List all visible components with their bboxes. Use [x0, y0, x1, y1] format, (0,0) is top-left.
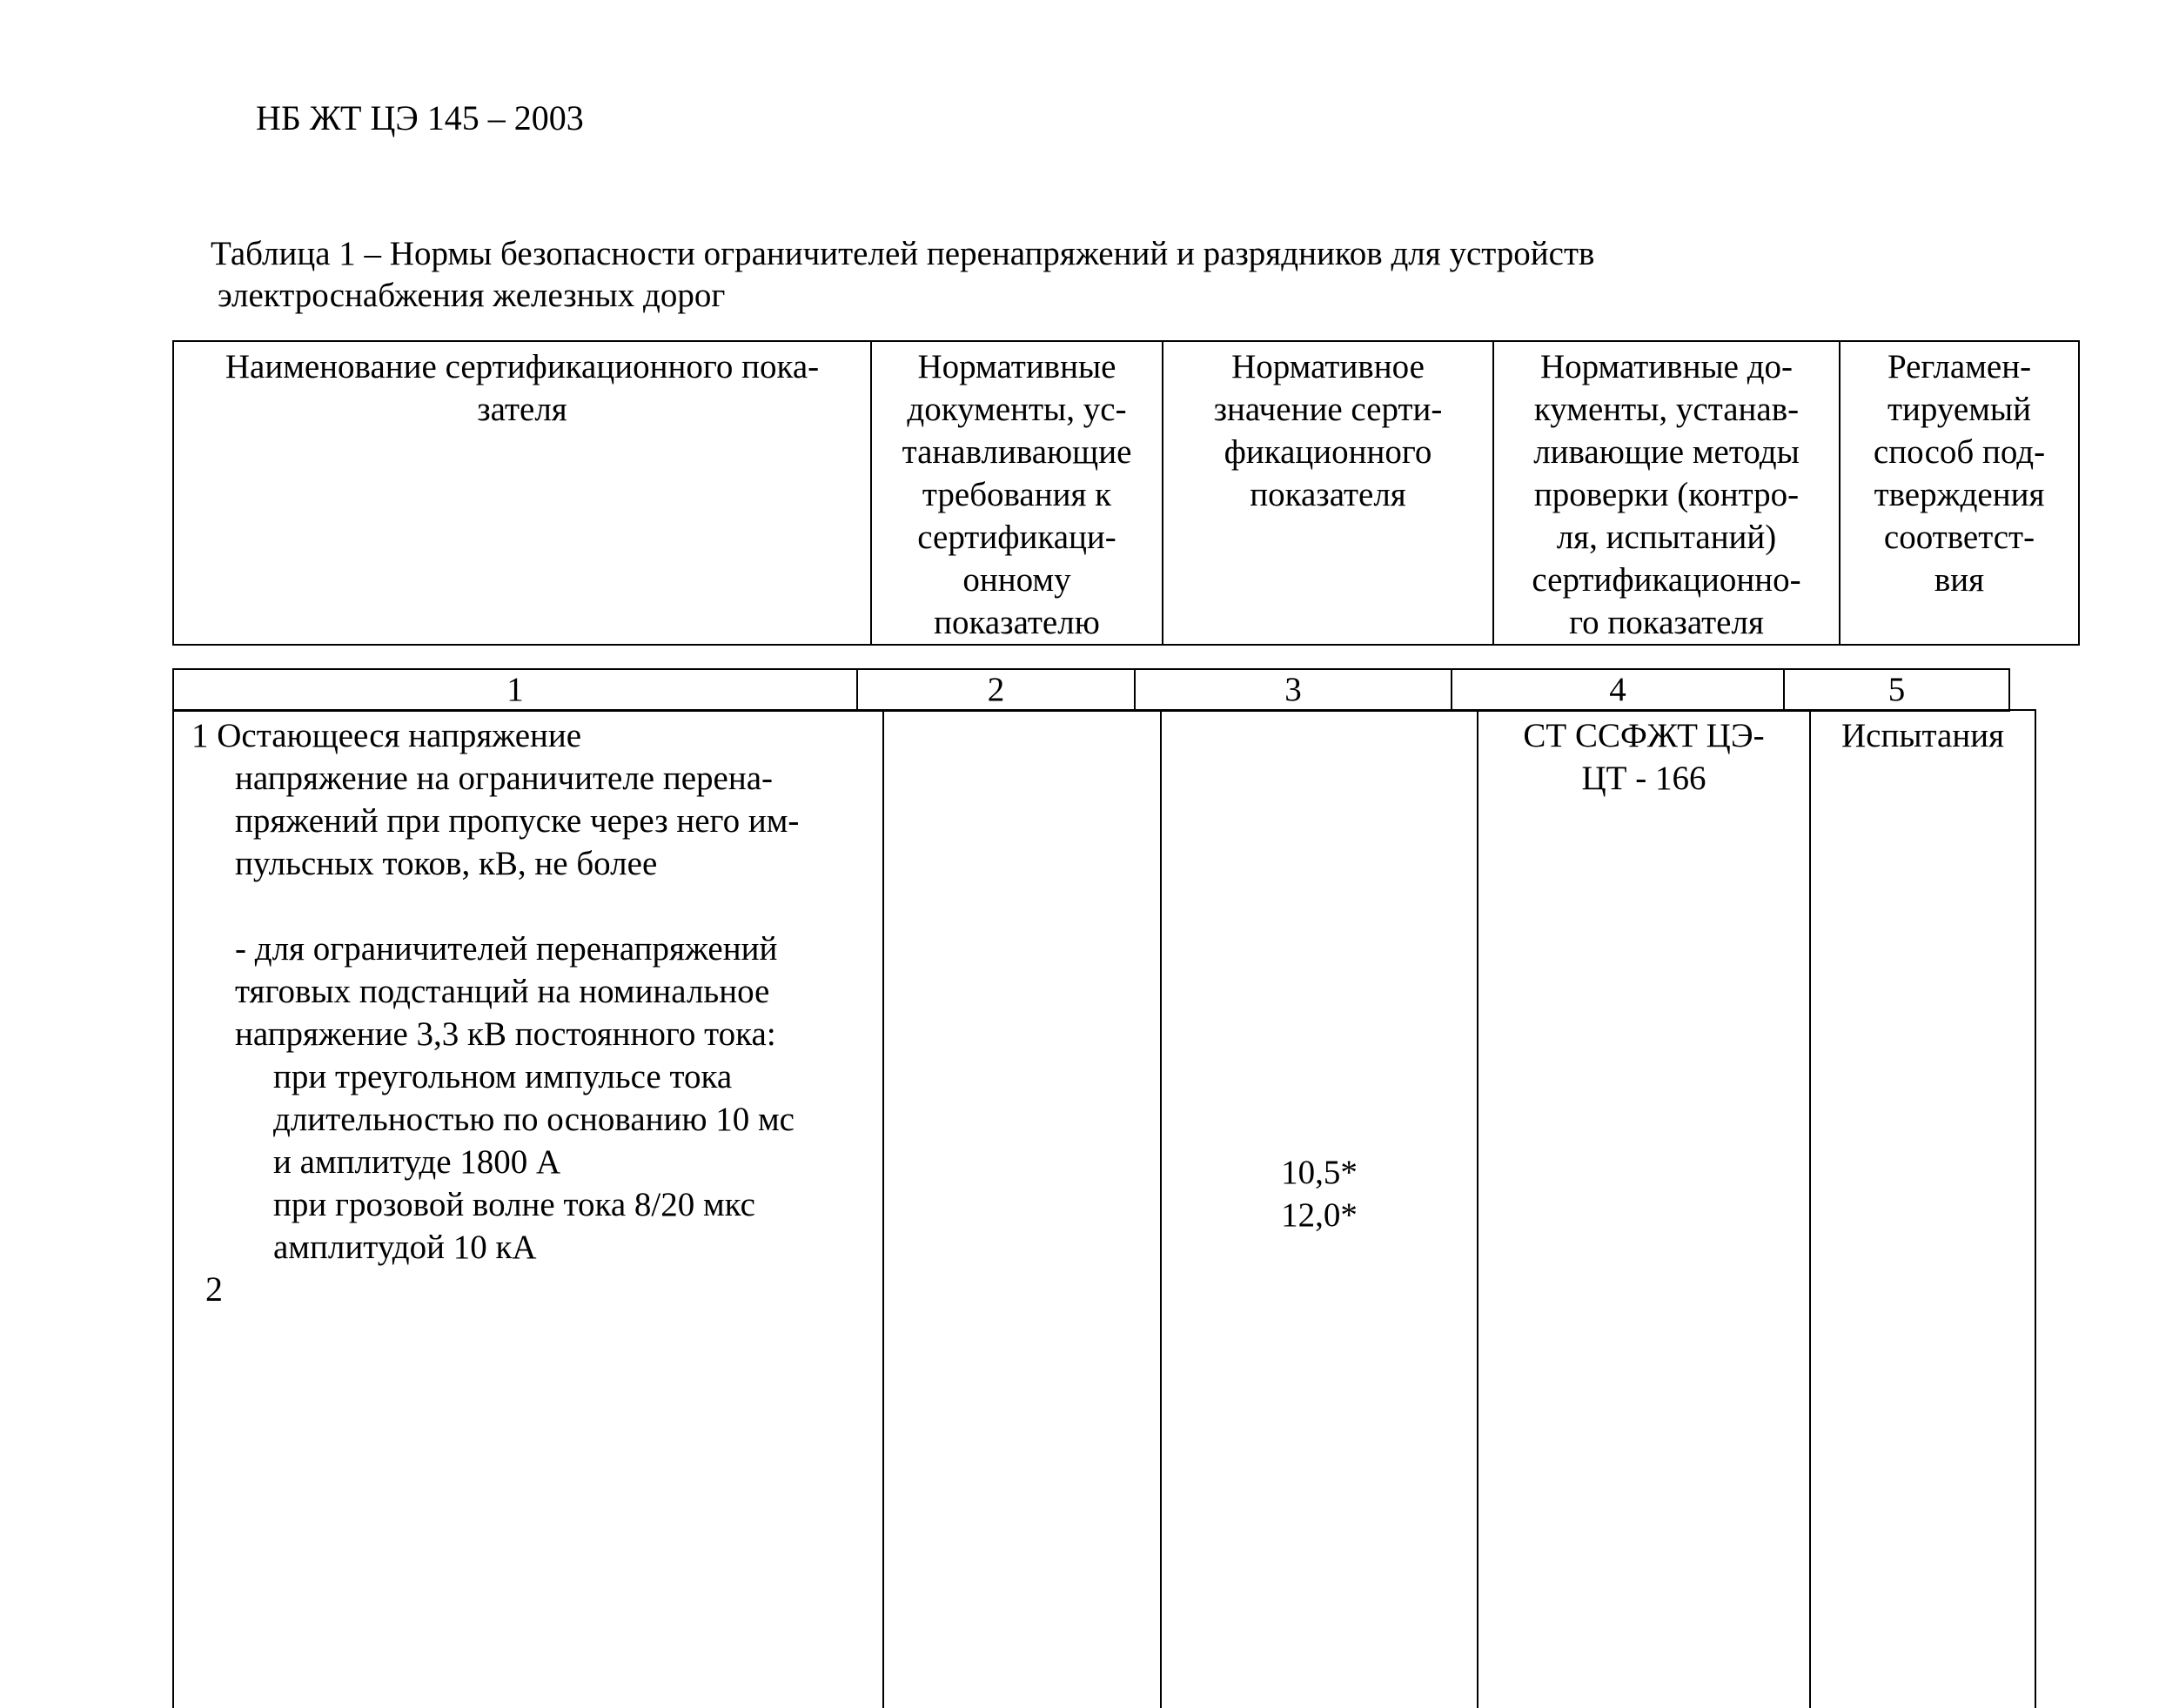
column-number-row: [173, 669, 2009, 711]
row-description-line: пряжений при пропуске через него им-: [235, 802, 800, 840]
row-method-cell: [1810, 710, 2035, 1708]
value-2: 12,0*: [1281, 1196, 1358, 1234]
table-caption: [211, 233, 1777, 317]
test-doc-line: СТ ССФЖТ ЦЭ-: [1523, 717, 1765, 754]
header-row: [173, 341, 2079, 645]
header-line: значение серти-: [1213, 391, 1443, 428]
header-line: Нормативное: [1231, 348, 1425, 385]
column-number: 2: [857, 669, 1135, 711]
header-line: Регламен-: [1887, 348, 2032, 385]
column-number: 1: [173, 669, 857, 711]
row-description-cell: [173, 710, 883, 1708]
method-text: Испытания: [1841, 717, 2005, 754]
header-line: фикационного: [1224, 433, 1432, 471]
header-line: тверждения: [1874, 476, 2045, 513]
header-cell-req-docs: [871, 341, 1163, 645]
header-line: способ под-: [1873, 433, 2046, 471]
header-line: Нормативные до-: [1539, 348, 1794, 385]
table-row: [173, 710, 2035, 1708]
sub-item-line: напряжение 3,3 кВ постоянного тока:: [235, 1015, 776, 1053]
header-cell-value: [1163, 341, 1493, 645]
header-line: Нормативные: [917, 348, 1116, 385]
header-line: требования к: [922, 476, 1112, 513]
header-line: танавливающие: [902, 433, 1132, 471]
spacer: [191, 885, 874, 928]
header-cell-method: [1840, 341, 2079, 645]
header-cell-name: [173, 341, 871, 645]
header-line: Наименование сертификационного пока-: [225, 348, 820, 385]
header-line: показателю: [934, 604, 1100, 641]
sub-item-line: тяговых подстанций на номинальное: [235, 973, 770, 1010]
document-code: НБ ЖТ ЦЭ 145 – 2003: [256, 98, 584, 137]
row-value-cell: [1161, 710, 1478, 1708]
condition-line: при треугольном импульсе тока: [273, 1058, 733, 1095]
sub-item-line: - для ограничителей перенапряжений: [235, 930, 778, 968]
column-number-table: [172, 668, 2010, 712]
row-req-docs-cell: [883, 710, 1161, 1708]
row-description-line: напряжение на ограничителе перена-: [235, 760, 774, 797]
body-table: [172, 709, 2036, 1708]
header-line: проверки (контро-: [1533, 476, 1800, 513]
caption-line-1: Таблица 1 – Нормы безопасности ограничителей перенапряжений и разрядников для устройств: [211, 235, 1595, 272]
header-line: документы, ус-: [907, 391, 1127, 428]
header-line: го показателя: [1569, 604, 1764, 641]
column-number: 3: [1135, 669, 1452, 711]
page-number: 2: [205, 1269, 223, 1309]
caption-line-2: электроснабжения железных дорог: [218, 277, 726, 314]
header-line: кументы, устанав-: [1533, 391, 1800, 428]
header-table: [172, 340, 2080, 646]
condition-line: и амплитуде 1800 А: [273, 1143, 561, 1181]
header-line: сертификаци-: [917, 519, 1116, 556]
header-line: показателя: [1250, 476, 1406, 513]
row-title: 1 Остающееся напряжение: [191, 717, 582, 754]
condition-line: амплитудой 10 кА: [273, 1229, 537, 1266]
header-line: вия: [1934, 561, 1985, 599]
header-cell-test-docs: [1493, 341, 1840, 645]
header-line: ля, испытаний): [1556, 519, 1777, 556]
condition-line: длительностью по основанию 10 мс: [273, 1101, 795, 1138]
column-number: 5: [1784, 669, 2009, 711]
header-line: тируемый: [1887, 391, 2031, 428]
value-1: 10,5*: [1281, 1154, 1358, 1191]
row-test-doc-cell: [1478, 710, 1810, 1708]
test-doc-line: ЦТ - 166: [1581, 760, 1706, 797]
header-line: ливающие методы: [1533, 433, 1800, 471]
header-line: соответст-: [1883, 519, 2035, 556]
condition-line: при грозовой волне тока 8/20 мкс: [273, 1186, 755, 1223]
header-line: онному: [962, 561, 1071, 599]
column-number: 4: [1452, 669, 1784, 711]
row-description-line: пульсных токов, кВ, не более: [235, 845, 658, 882]
header-line: зателя: [477, 391, 567, 428]
header-line: сертификационно-: [1532, 561, 1801, 599]
